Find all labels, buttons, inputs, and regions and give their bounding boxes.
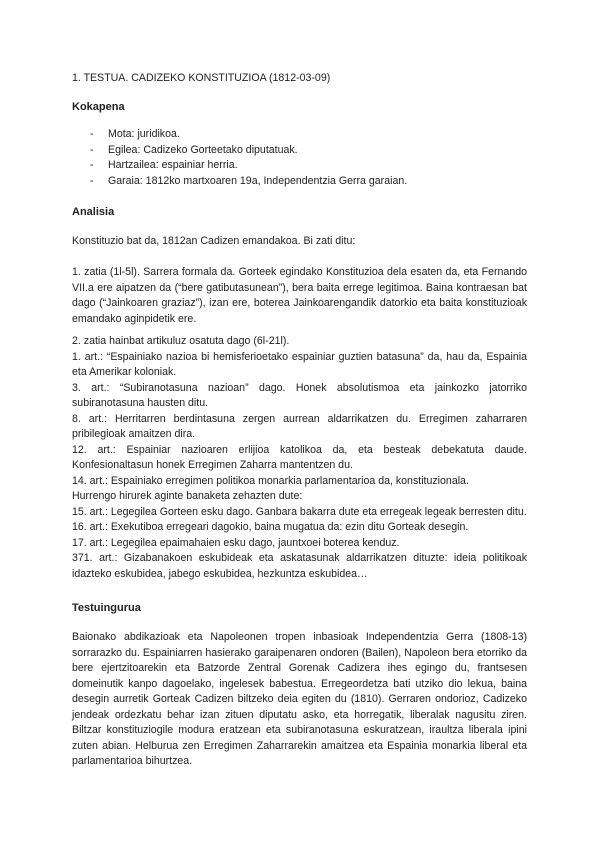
article-paragraph: 17. art.: Legegilea epaimahaien esku dago, jauntxoei boterea kenduz.: [72, 536, 400, 549]
list-item: - Hartzailea: espainiar herria.: [90, 158, 407, 174]
article-paragraph: 14. art.: Espainiako erregimen politikoa monarkia parlamentarioa da, konstituzionala.: [72, 474, 469, 487]
document-title: 1. TESTUA. CADIZEKO KONSTITUZIOA (1812-03-09): [72, 72, 331, 84]
list-item: - Garaia: 1812ko martxoaren 19a, Independentzia Gerra garaian.: [90, 174, 407, 190]
heading-testuingurua: Testuingurua: [72, 602, 141, 614]
kokapena-list: [90, 127, 407, 189]
zatia2-intro: 2. zatia hainbat artikuluz osatuta dago (6l-21l).: [72, 335, 290, 347]
article-paragraph: 15. art.: Legegilea Gorteen esku dago. Ganbara bakarra dute eta erregeak legeak berresten ditu.: [72, 505, 527, 518]
list-item: - Egilea: Cadizeko Gorteetako diputatuak.: [90, 143, 407, 159]
analisia-intro: Konstituzio bat da, 1812an Cadizen emandakoa. Bi zati ditu:: [72, 235, 356, 247]
article-paragraph: 3. art.: “Subiranotasuna nazioan” dago. Honek absolutismoa eta jainkozko jatorriko subiranotasuna hausten ditu.: [72, 381, 527, 409]
testuingurua-text: Baionako abdikazioak eta Napoleonen tropen inbasioak Independentzia Gerra (1808-13) sorrarazko du. Espainiarren hasierako garaipenaren ondoren (Bailen), Napoleon bera etorriko da bere ejertzitoarekin eta Batzorde Zentral Gorenak Cadizera ihes egingo du, frantsesen domeinutik kanpo dagoelako, ingelesek babestua. Erregeordetza bati utziko dio lekua, baina desegin aurretik Gorteak Cadizen biltzeko deia egiten du (1810). Gerraren ondorioz, Cadizeko jendeak ordezkatu behar izan zituen diputatu asko, eta horregatik, liberalak nagusitu ziren. Biltzar konstituziogile modura eratzean eta subiranotasuna eskuratzean, iraultza liberala ipini zuten abian. Helburua zen Erregimen Zaharrarekin amaitzea eta Espainia monarkia liberal eta parlamentarioa bihurtzea.: [72, 631, 527, 767]
article-paragraph: 12. art.: Espainiar nazioaren erlijioa katolikoa da, eta besteak debekatuta daude. Konfesionaltasun honek Erregimen Zaharra mantentzen du.: [72, 443, 527, 471]
list-item: - Mota: juridikoa.: [90, 127, 407, 143]
article-paragraph: 371. art.: Gizabanakoen eskubideak eta askatasunak aldarrikatzen dituzte: ideia politikoak idazteko eskubidea, jabego eskubidea, hezkuntza eskubidea…: [72, 552, 527, 580]
heading-kokapena: Kokapena: [72, 101, 125, 113]
analisia-zatia2: [72, 334, 527, 582]
analisia-zatia1: 1. zatia (1l-5l). Sarrera formala da. Gorteek egindako Konstituzioa dela esaten da, eta Fernando VII.a ere aipatzen da (“bere gatibutasunean”), bera baita errege legitimoa. Baina kontraesan bat dago (“Jainkoaren graziaz”), izan ere, boterea Jainkoarengandik datorkio eta baita konstituzioak emandako aginpidetik ere.: [72, 266, 527, 325]
article-paragraph: 8. art.: Herritarren berdintasuna zergen aurrean aldarrikatzen du. Erregimen zaharraren pribilegioak amaitzen dira.: [72, 412, 527, 440]
heading-analisia: Analisia: [72, 206, 115, 218]
article-paragraph: Hurrengo hirurek aginte banaketa zehazten dute:: [72, 490, 303, 502]
article-paragraph: 1. art.: “Espainiako nazioa bi hemisferioetako espainiar guztien batasuna” da, hau da, Espainia eta Amerikar koloniak.: [72, 350, 527, 378]
article-paragraph: 16. art.: Exekutiboa erregeari dagokio, baina mugatua da: ezin ditu Gorteak desegin.: [72, 521, 469, 533]
